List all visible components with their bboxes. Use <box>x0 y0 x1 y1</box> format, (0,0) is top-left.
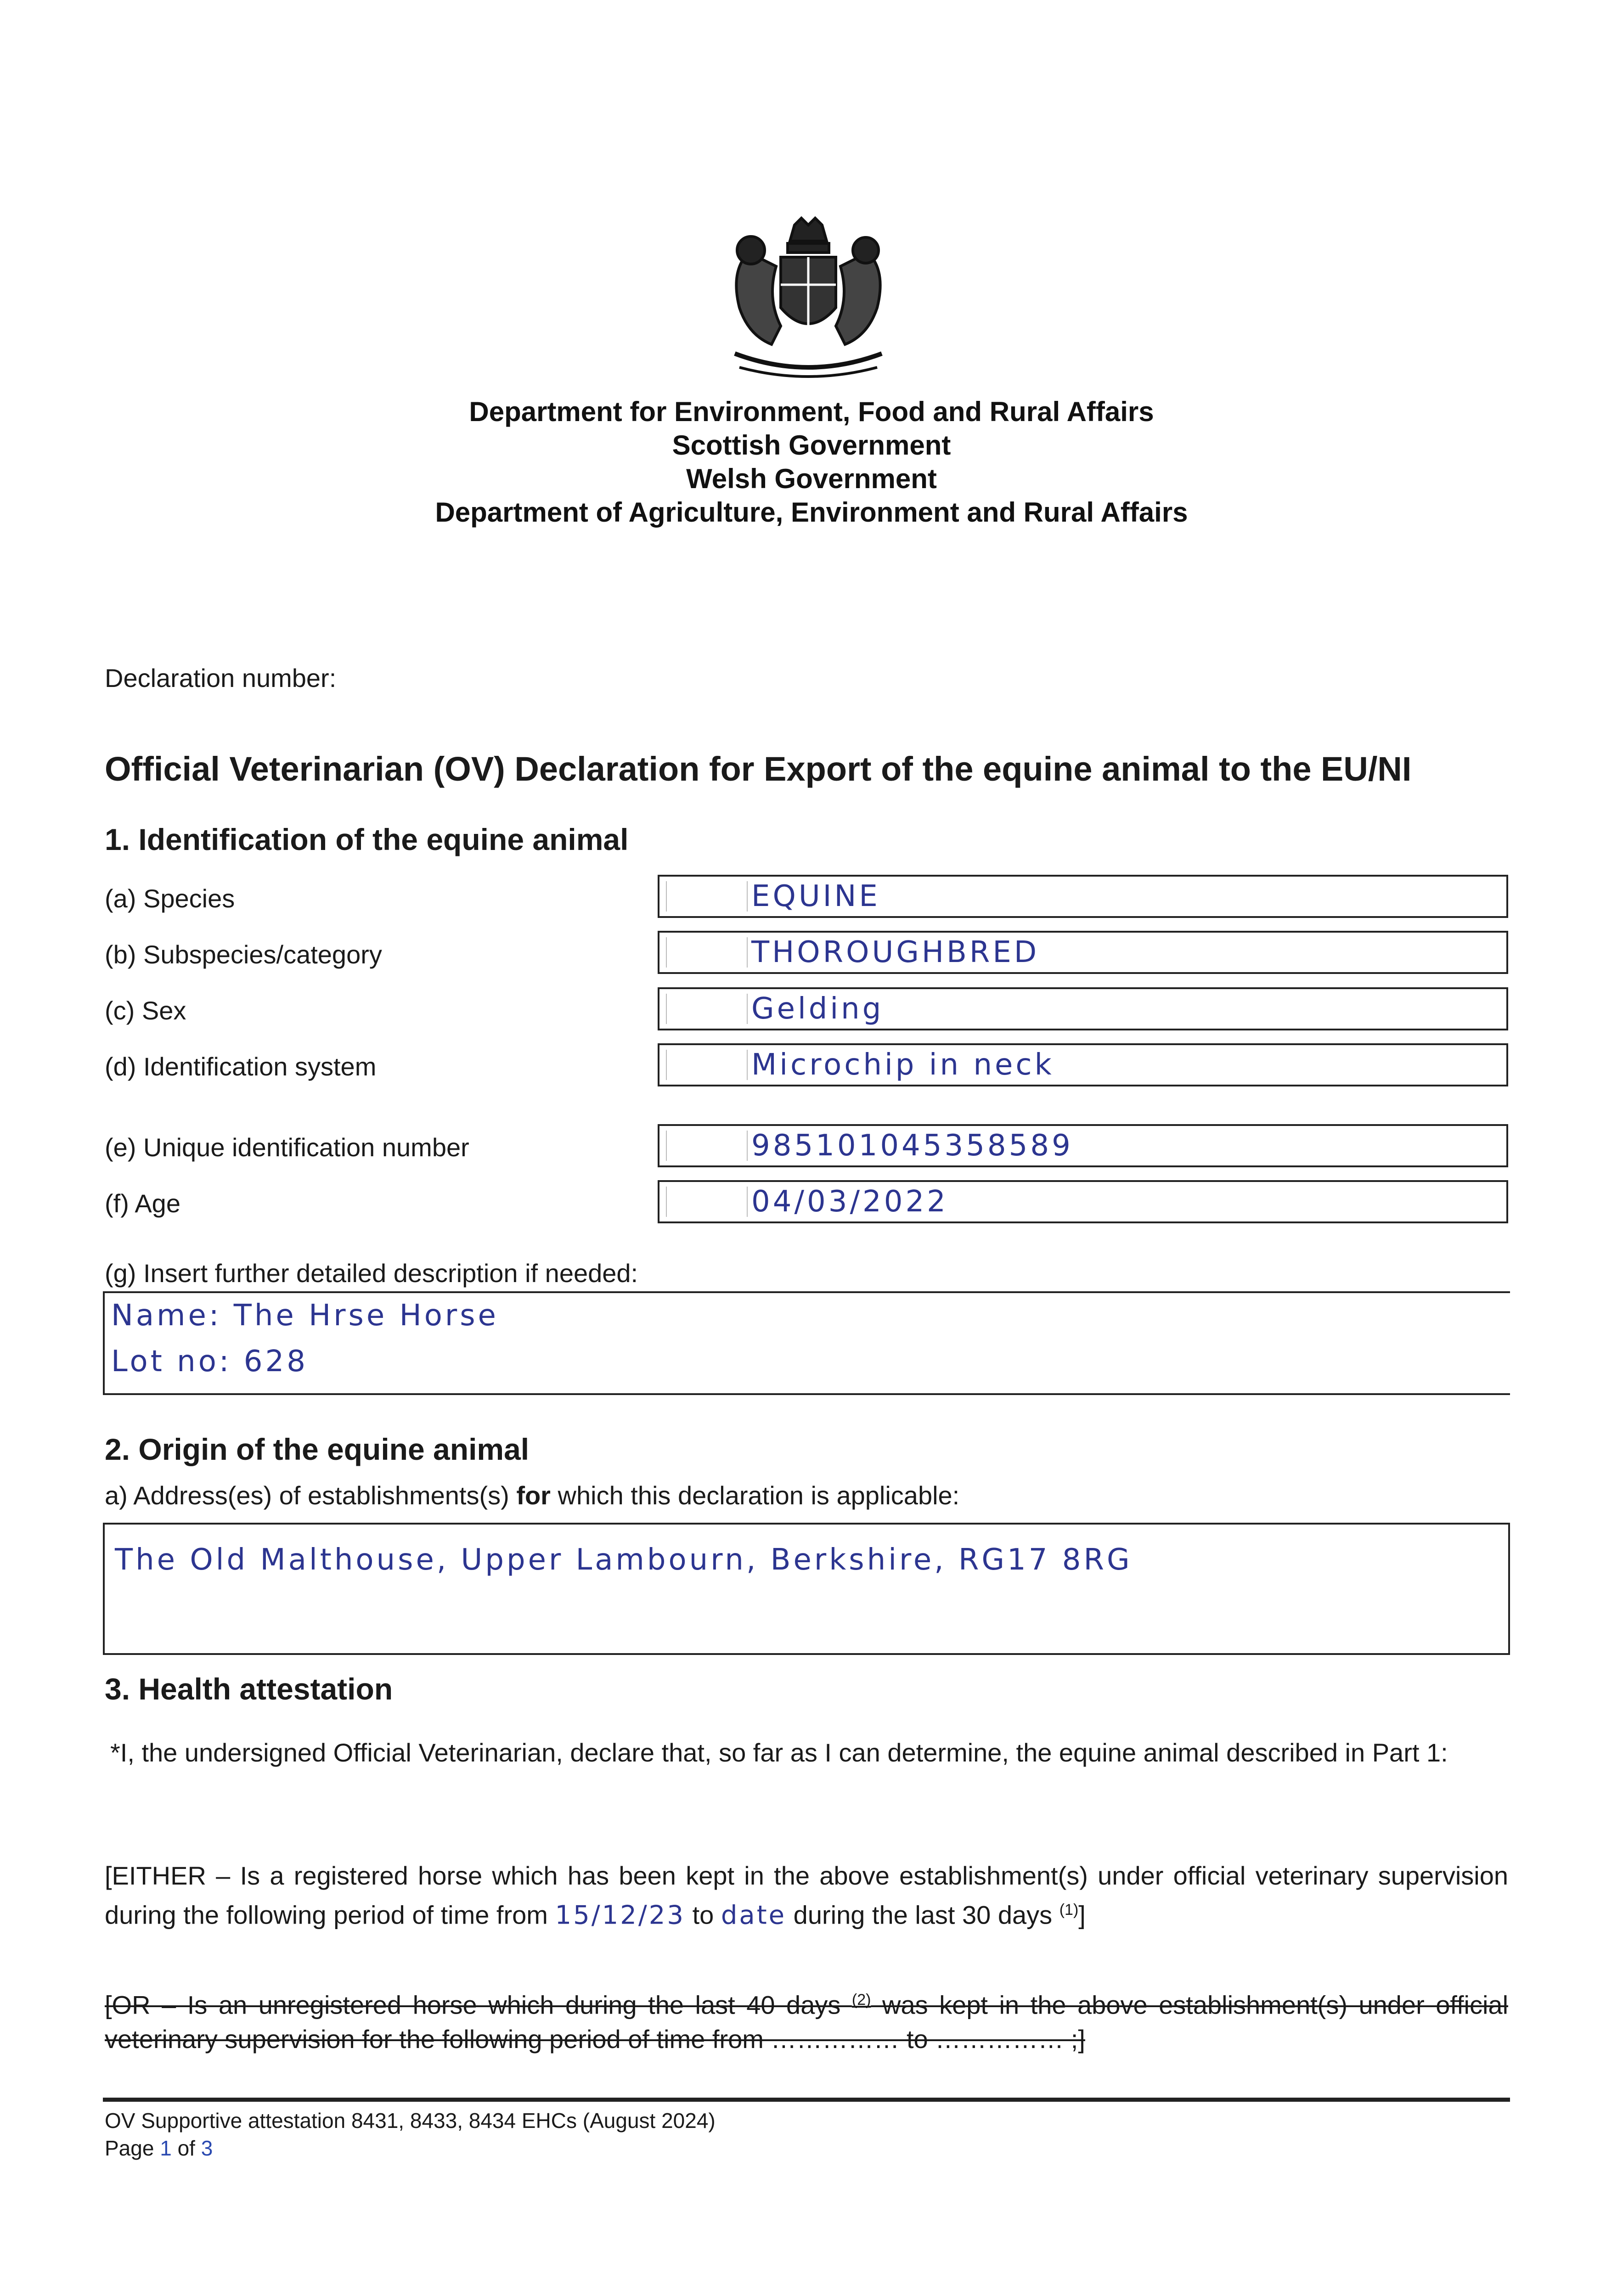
age-field[interactable] <box>658 1180 1508 1223</box>
species-field[interactable] <box>658 875 1508 918</box>
identification-system-field[interactable] <box>658 1043 1508 1086</box>
species-label: (a) Species <box>105 884 235 913</box>
age-value: 04/03/2022 <box>751 1185 948 1219</box>
uid-value: 985101045358589 <box>751 1129 1073 1163</box>
species-value: EQUINE <box>751 879 880 913</box>
further-line-lot: Lot no: 628 <box>111 1345 308 1379</box>
declaration-number-label: Declaration number: <box>105 664 337 692</box>
department-line: Scottish Government <box>672 430 951 461</box>
sex-field[interactable] <box>658 987 1508 1030</box>
department-line: Department of Agriculture, Environment and Rural Affairs <box>435 497 1188 528</box>
attestation-intro: *I, the undersigned Official Veterinarian, declare that, so far as I can determine, the equine animal described in Part 1: <box>110 1738 1448 1767</box>
identification-system-label: (d) Identification system <box>105 1052 377 1081</box>
sex-value: Gelding <box>751 992 884 1026</box>
page-number: 1 <box>160 2136 172 2160</box>
page-of: of <box>171 2136 201 2160</box>
either-text: [EITHER – Is a registered horse which has been kept in the above establishment(s) under official veterinary supervision during the following period of time from <box>105 1861 1508 1930</box>
establishment-address-value: The Old Malthouse, Upper Lambourn, Berkshire, RG17 8RG <box>115 1543 1133 1577</box>
subspecies-label: (b) Subspecies/category <box>105 940 382 969</box>
department-list <box>0 395 1623 529</box>
address-instruction-pre: a) Address(es) of establishments(s) <box>105 1481 517 1510</box>
address-instruction-bold: for <box>516 1481 551 1510</box>
uid-label: (e) Unique identification number <box>105 1133 469 1162</box>
document-title: Official Veterinarian (OV) Declaration for Export of the equine animal to the EU/NI <box>105 750 1412 788</box>
establishment-address-field[interactable] <box>103 1523 1510 1655</box>
section2-heading: 2. Origin of the equine animal <box>105 1432 530 1466</box>
department-line: Welsh Government <box>686 463 937 494</box>
page-indicator <box>105 2134 716 2162</box>
or-text: [OR – Is an unregistered horse which during the last 40 days <box>105 1990 852 2020</box>
either-close: ] <box>1078 1900 1086 1930</box>
page-word: Page <box>105 2136 160 2160</box>
department-line: Department for Environment, Food and Rural Affairs <box>469 396 1154 427</box>
uid-field[interactable] <box>658 1124 1508 1167</box>
address-instruction-post: which this declaration is applicable: <box>550 1481 960 1510</box>
address-instruction <box>105 1480 959 1510</box>
further-line-name: Name: The Hrse Horse <box>111 1299 499 1333</box>
either-period-text: during the last 30 days <box>786 1900 1059 1930</box>
footer <box>105 2107 716 2162</box>
royal-coat-of-arms <box>707 216 909 386</box>
either-to-word: to <box>685 1900 721 1930</box>
footer-rule <box>103 2098 1510 2102</box>
section1-heading: 1. Identification of the equine animal <box>105 822 629 856</box>
footer-attestation-ref: OV Supportive attestation 8431, 8433, 8434 EHCs (August 2024) <box>105 2109 716 2133</box>
identification-system-value: Microchip in neck <box>751 1048 1054 1082</box>
further-description-field[interactable] <box>103 1291 1510 1395</box>
page-total: 3 <box>201 2136 213 2160</box>
either-footnote-ref: (1) <box>1059 1901 1079 1919</box>
subspecies-value: THOROUGHBRED <box>751 935 1040 969</box>
section3-heading: 3. Health attestation <box>105 1672 393 1706</box>
or-period-text: was kept in the above establishment(s) under official veterinary supervision for the following period of time from …………… to …………… ;] <box>105 1990 1509 2054</box>
either-clause <box>105 1859 1508 1933</box>
sex-label: (c) Sex <box>105 996 186 1025</box>
further-description-label: (g) Insert further detailed description if needed: <box>105 1259 638 1288</box>
either-to-date[interactable]: date <box>721 1900 787 1930</box>
subspecies-field[interactable] <box>658 931 1508 974</box>
or-clause-struck <box>105 1983 1508 2056</box>
age-label: (f) Age <box>105 1189 180 1218</box>
either-from-date[interactable]: 15/12/23 <box>555 1900 686 1930</box>
or-footnote-ref: (2) <box>851 1991 871 2009</box>
